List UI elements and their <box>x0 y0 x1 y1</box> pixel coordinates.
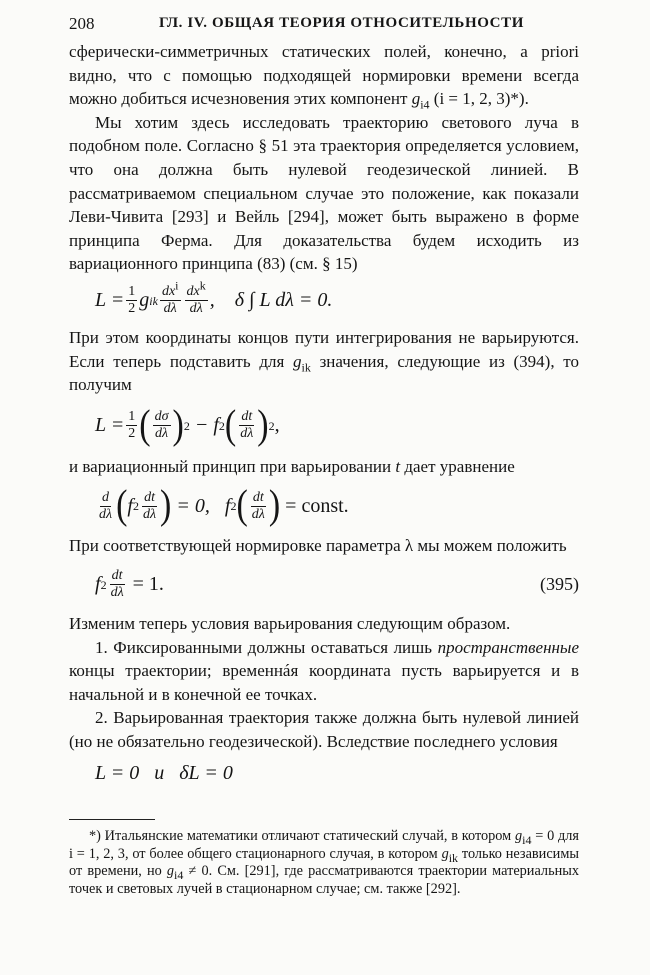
equation-number: (395) <box>540 574 579 595</box>
eq1-f2-den: dλ <box>189 301 203 317</box>
paragraph-3-tail: значения, следующие из (394), то получим <box>69 351 579 395</box>
equation-395: f 2 $\frac{dt}{d\lambda}$ = 1. (395) <box>95 568 579 601</box>
paragraph-6: Изменим теперь условия варьирования следующим образом. <box>69 613 511 633</box>
footnote-part-3: только независимы от времени, но <box>69 845 579 880</box>
eq3-f2-den: dλ <box>251 506 265 522</box>
equation-lagrangian-substituted: L = $\frac{1}{2}$ ( $\frac{d\sigma}{d\lambda}$ ) 2 − f 2 ( $\frac{dt}{d\lambda}$ ) 2 , <box>95 402 280 448</box>
eq3-f: f <box>127 494 133 517</box>
eq2-paren2-close: ) <box>257 402 269 448</box>
eq1-f1-den: dλ <box>163 301 177 317</box>
paragraph-1 <box>69 40 579 111</box>
eq2-f1-num: dσ <box>154 409 169 425</box>
eq4-f: f <box>95 573 101 596</box>
eq1-g: g <box>139 289 150 312</box>
footnote-g: g <box>441 845 449 862</box>
eq1-half-den: 2 <box>128 301 136 317</box>
metric-g: g <box>411 89 421 109</box>
eq2-frac-2 <box>238 409 255 442</box>
paragraph-4 <box>69 455 579 479</box>
eq1-half <box>126 284 137 317</box>
page-number: 208 <box>69 14 95 33</box>
book-page <box>69 14 579 898</box>
footnote-part-1: *) Итальянские математики отличают статический случай, в котором <box>89 828 515 845</box>
eq2-paren2-open: ( <box>224 402 237 448</box>
paragraph-4-text: и вариационный принцип при варьировании <box>69 456 396 476</box>
eq3-f1-den: dλ <box>142 506 157 522</box>
eq3-paren2-open: ( <box>236 483 248 528</box>
eq1-variation: , δ ∫ L dλ = 0. <box>209 289 333 312</box>
eq3-frac-2 <box>250 490 267 523</box>
eq1-half-num: 1 <box>128 284 136 300</box>
page-header <box>69 14 579 40</box>
footnote-g-index: i4 <box>174 868 184 883</box>
eq1-f1-num: dx <box>161 284 176 300</box>
eq3-paren-open: ( <box>116 483 128 528</box>
metric-index: ik <box>301 359 311 374</box>
eq1-f2-num: dx <box>186 284 200 300</box>
footnote-part-2: = 0 для i = 1, 2, 3, от более общего стационарного случая, в котором <box>69 828 579 862</box>
eq1-frac-2 <box>185 278 208 317</box>
eq3-frac-1 <box>141 490 158 523</box>
eq2-comma: , <box>274 414 280 437</box>
equation-lagrangian: L = $\frac{1}{2}$ g ik $\frac{\text{dxi}}{d\lambda}$ $\frac{\text{dxk}}{d\lambda}$ , δ ∫ L dλ = 0. <box>95 278 333 317</box>
footnote <box>69 828 579 898</box>
eq3-f1-num: dt <box>144 489 155 505</box>
eq2-f1-den: dλ <box>155 426 169 442</box>
footnote-g: g <box>166 863 175 880</box>
eq3-const: = const. <box>280 494 349 517</box>
eq3-zero-f: = 0, f <box>171 494 231 517</box>
eq1-f2-sup: k <box>199 278 206 293</box>
footnote-g: g <box>515 828 523 845</box>
eq2-half-den: 2 <box>128 426 136 442</box>
paragraph-7-text: 1. Фиксированными должны оставаться лишь <box>95 637 438 657</box>
paragraph-3 <box>69 326 579 397</box>
eq2-frac-1 <box>153 409 171 442</box>
eq2-paren-open: ( <box>139 402 151 448</box>
footnote-text <box>69 828 579 898</box>
paragraph-8: 2. Варьированная траектория также должна быть нулевой линией (но не обязательно геодезической). Вследствие последнего условия <box>69 708 579 751</box>
eq3-paren2-close: ) <box>268 483 281 528</box>
paragraph-1-tail: (i = 1, 2, 3)*). <box>429 89 529 109</box>
paragraph-5: При соответствующей нормировке параметра λ мы можем положить <box>69 536 567 556</box>
eq3-f2-num: dt <box>252 489 264 505</box>
eq1-f1-sup: i <box>175 278 179 293</box>
emphasis-spatial: пространственные <box>437 637 579 657</box>
paragraph-7-tail: концы траектории; временнáя координата пусть варьируется и в начальной и в конечной ее точках. <box>69 661 579 704</box>
metric-index: i4 <box>420 97 430 112</box>
eq4-frac <box>109 568 126 601</box>
metric-g: g <box>293 351 302 371</box>
eq2-half-num: 1 <box>128 409 136 425</box>
footnote-divider <box>69 819 155 820</box>
variable-t: t <box>395 456 401 476</box>
eq2-minus-f: − f <box>189 414 219 437</box>
paragraph-3-text: При этом координаты концов пути интегрирования не варьируются. Если теперь подставить для <box>69 327 579 371</box>
eq4-rhs: = 1. <box>127 573 164 596</box>
paragraph-1-text: сферически-симметричных статических полей, конечно, a priori видно, что с помощью подходящей нормировки времени всегда можно добиться исчезновения этих компонент <box>69 42 579 109</box>
paragraph-2: Мы хотим здесь исследовать траекторию светового луча в подобном поле. Согласно § 51 эта траектория определяется условием, что она должна быть нулевой геодезической линией. В рассматриваемом специальном случае это положение, как показали Леви-Чивита [293] и Вейль [294], может быть выражено в форме принципа Ферма. Для доказательства будем исходить из вариационного принципа (83) (см. § 15) <box>69 112 579 274</box>
eq2-half <box>126 409 137 442</box>
eq3-paren-close: ) <box>160 483 172 528</box>
eq4-den: dλ <box>110 585 124 601</box>
eq1-lhs: L = <box>95 289 125 312</box>
footnote-g-index: ik <box>448 850 459 865</box>
eq2-f2-num: dt <box>241 409 253 425</box>
footnote-g-index: i4 <box>522 833 532 848</box>
eq3-d-num: d <box>102 489 110 505</box>
eq4-num: dt <box>111 568 123 584</box>
equation-euler-lagrange: $\frac{d}{d\lambda}$ ( f 2 $\frac{dt}{d\lambda}$ ) = 0, f 2 ( $\frac{dt}{d\lambda}$ ) = const. <box>99 483 349 528</box>
eq2-lhs: L = <box>95 414 125 437</box>
eq3-d-den: dλ <box>99 506 113 522</box>
eq3-derivative <box>97 490 114 523</box>
equation-null-condition: L = 0 и δL = 0 <box>95 761 233 784</box>
running-title: ГЛ. IV. ОБЩАЯ ТЕОРИЯ ОТНОСИТЕЛЬНОСТИ <box>159 15 524 31</box>
paragraph-4-tail: дает уравнение <box>400 456 515 476</box>
eq2-paren-close: ) <box>172 402 184 448</box>
footnote-part-4: ≠ 0. См. [291], где рассматриваются траектории материальных точек и световых лучей в стационарном случае; см. также [292]. <box>69 863 579 897</box>
paragraph-7 <box>69 636 579 707</box>
eq1-frac-1 <box>160 278 181 317</box>
eq2-f2-den: dλ <box>240 426 254 442</box>
